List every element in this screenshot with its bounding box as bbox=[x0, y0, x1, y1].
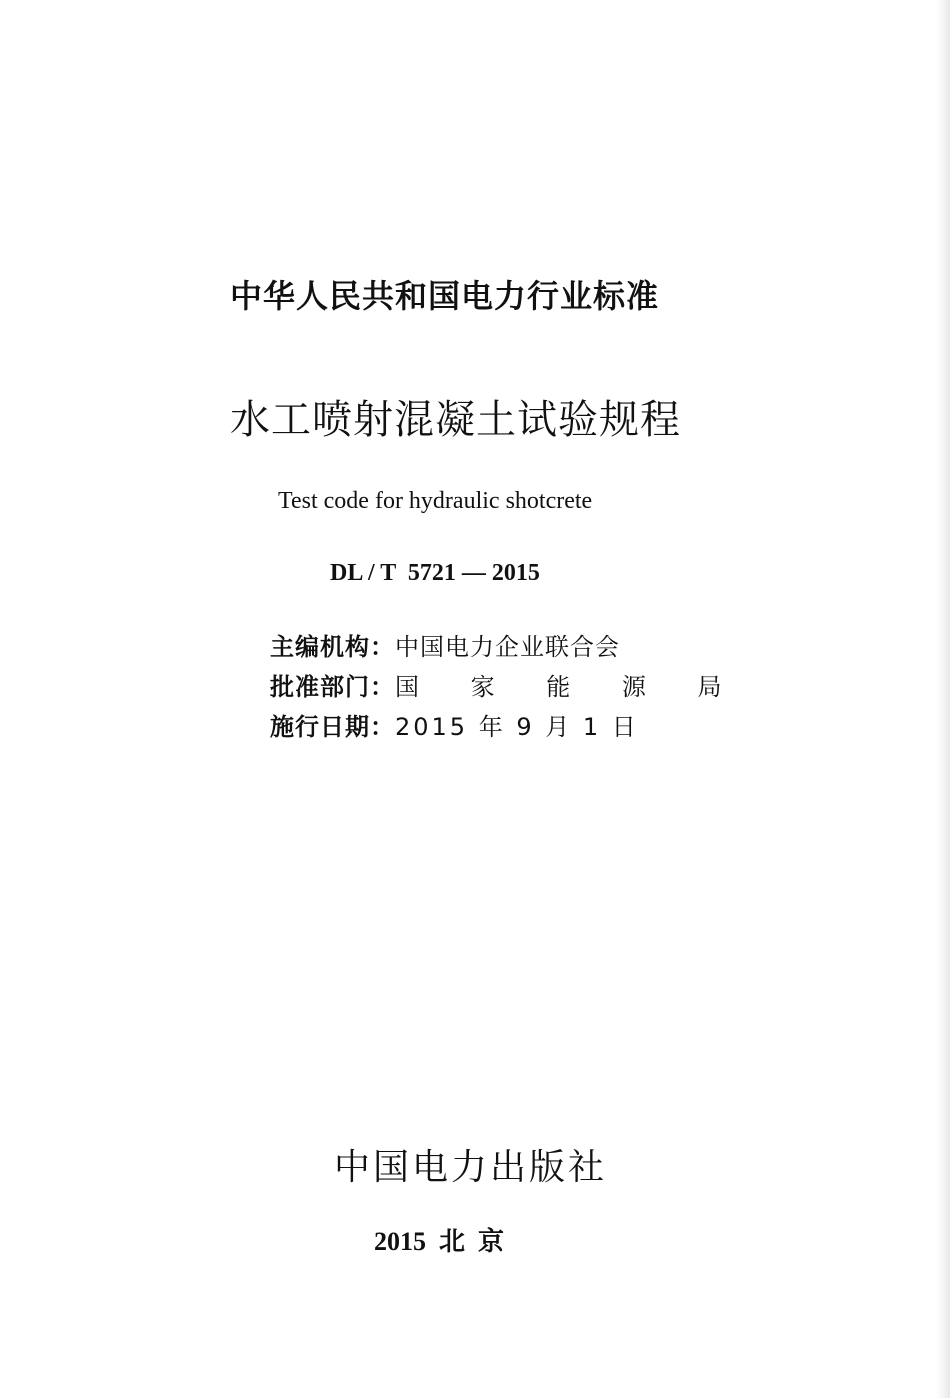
info-row-effective-date bbox=[270, 704, 690, 744]
document-title-english: Test code for hydraulic shotcrete bbox=[278, 488, 593, 514]
publisher-name: 中国电力出版社 bbox=[334, 1147, 608, 1188]
page-edge-shadow bbox=[936, 0, 950, 1398]
info-value: 国 家 能 源 局 bbox=[395, 672, 744, 701]
info-label: 批准部门： bbox=[270, 672, 395, 701]
standard-code: DL / T 5721 — 2015 bbox=[330, 560, 540, 586]
info-label: 施行日期： bbox=[270, 712, 395, 741]
standard-category-heading: 中华人民共和国电力行业标准 bbox=[230, 277, 660, 315]
standard-info-block bbox=[270, 624, 744, 744]
info-label: 主编机构： bbox=[270, 632, 395, 661]
info-row-chief-editor bbox=[270, 624, 690, 664]
info-value: 中国电力企业联合会 bbox=[395, 632, 620, 661]
info-row-approving-dept bbox=[270, 664, 744, 704]
document-title-chinese: 水工喷射混凝土试验规程 bbox=[230, 397, 681, 443]
info-value: 2015 年 9 月 1 日 bbox=[395, 712, 639, 741]
publication-year-place: 2015 北 京 bbox=[374, 1227, 505, 1256]
